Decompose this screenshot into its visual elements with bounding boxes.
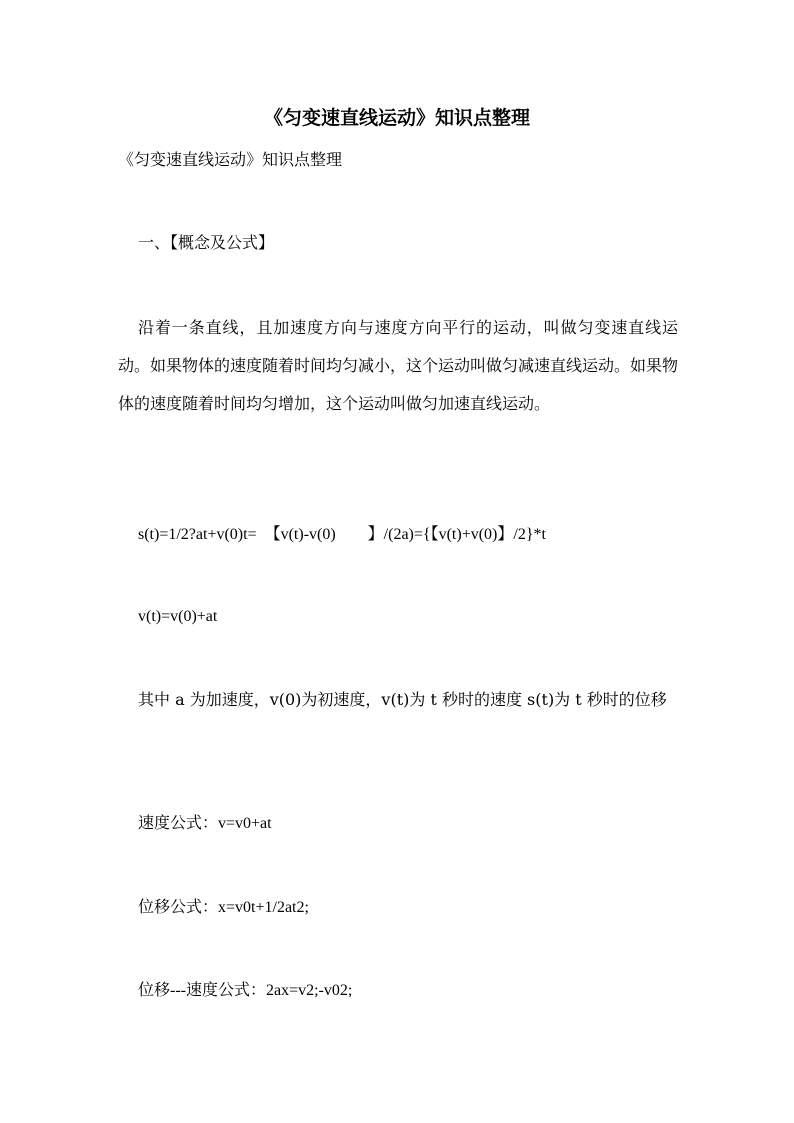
document-subtitle: 《匀变速直线运动》知识点整理 [118, 150, 343, 169]
displacement-formula-line: s(t)=1/2?at+v(0)t= 【v(t)-v(0) 】/(2a)={【v(t)+v(0)】/2}*t [138, 526, 546, 543]
velocity-displacement-formula: 位移---速度公式：2ax=v2;-v02; [138, 982, 353, 999]
section-heading: 一、【概念及公式】 [138, 233, 275, 252]
definition-paragraph: 沿着一条直线，且加速度方向与速度方向平行的运动，叫做匀变速直线运动。如果物体的速度随着时间均匀减小，这个运动叫做匀减速直线运动。如果物体的速度随着时间均匀增加，这个运动叫做匀加速直线运动。 [118, 318, 679, 413]
document-title: 《匀变速直线运动》知识点整理 [263, 107, 530, 129]
displacement-formula: 位移公式：x=v0t+1/2at2; [138, 899, 309, 916]
variables-paragraph: 其中 a 为加速度，v(0)为初速度，v(t)为 t 秒时的速度 s(t)为 t 秒时的位移 [138, 690, 667, 709]
velocity-formula-line: v(t)=v(0)+at [138, 608, 218, 625]
velocity-formula: 速度公式：v=v0+at [138, 815, 272, 832]
